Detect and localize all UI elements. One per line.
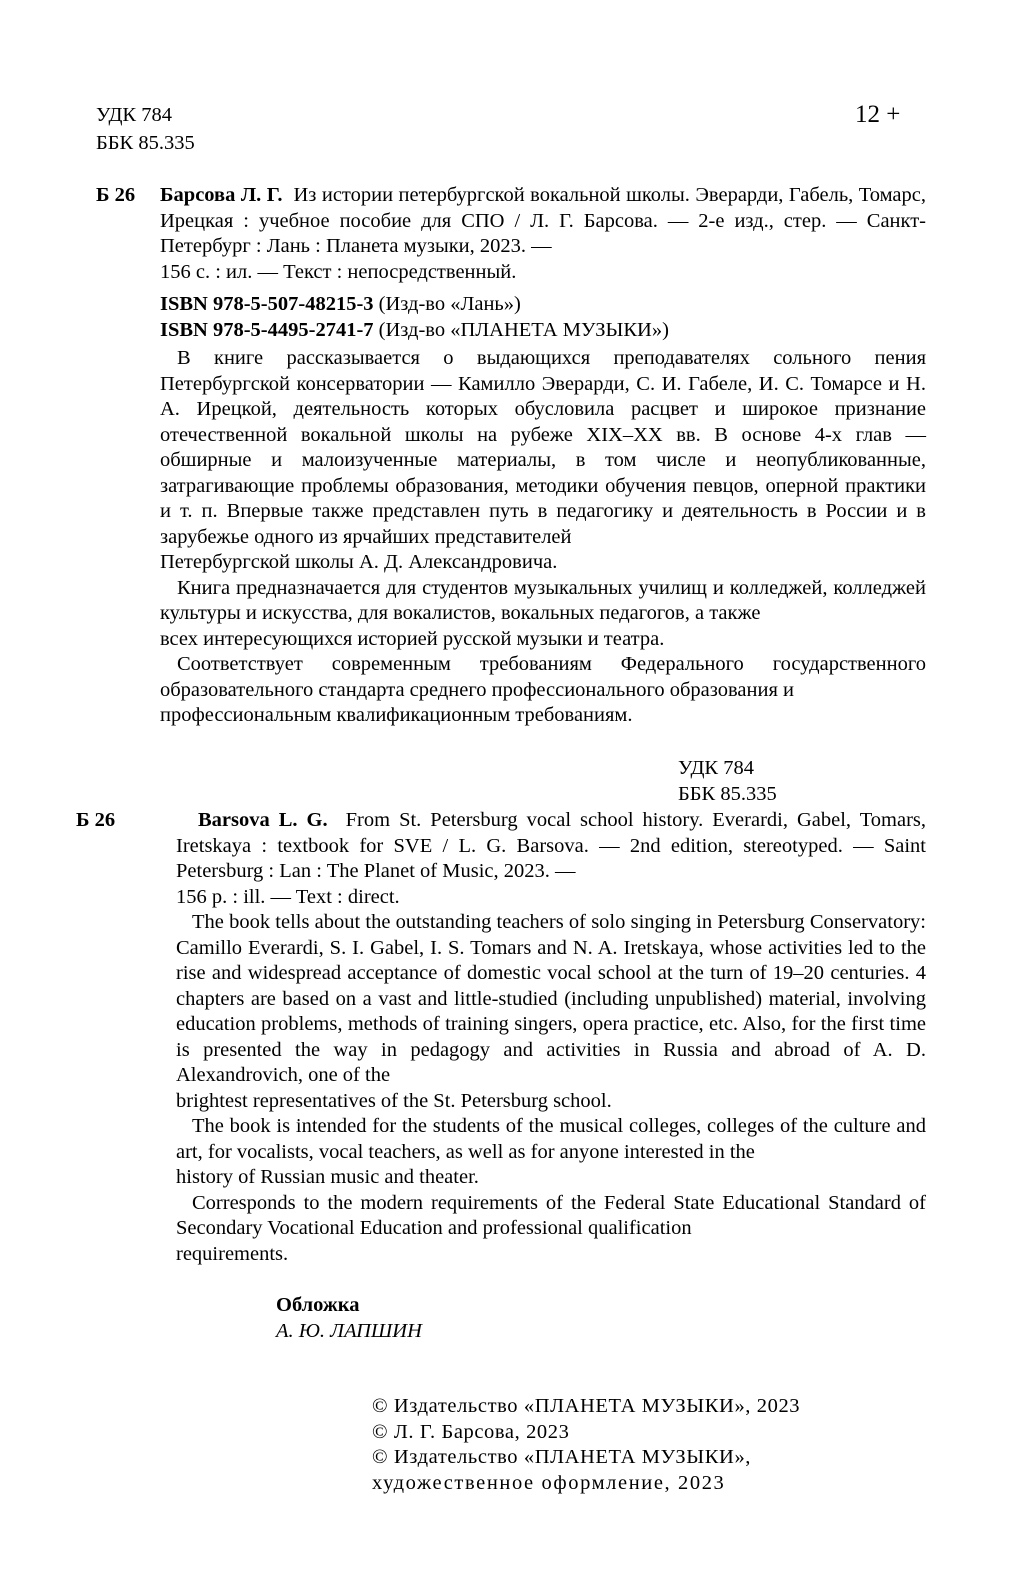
citation-ru bbox=[160, 183, 926, 285]
author-ru: Барсова Л. Г. bbox=[160, 184, 283, 206]
copyright-line-4: художественное оформление, 2023 bbox=[372, 1471, 726, 1494]
citation-text-en: From St. Petersburg vocal school history. Everardi, Gabel, Tomars, Iretskaya : textbook for SVE / L. G. Barsova. — 2nd edition, stereotyped. — Saint Petersburg : Lan : The Planet of Music, 2023. — bbox=[176, 809, 927, 882]
isbn-2 bbox=[160, 318, 669, 344]
isbn-2-publisher: (Изд-во «ПЛАНЕТА МУЗЫКИ») bbox=[378, 319, 669, 341]
citation-text-ru: Из истории петербургской вокальной школы. Эверарди, Габель, Томарс, Ирецкая : учебное пособие для СПО / Л. Г. Барсова. — 2-е изд., стер. — Санкт-Петербург : Лань : Планета музыки, 2023. — bbox=[160, 184, 926, 257]
citation-body-en bbox=[176, 808, 926, 885]
abstract-ru bbox=[160, 346, 926, 729]
copyright-line-1: © Издательство «ПЛАНЕТА МУЗЫКИ», 2023 bbox=[372, 1395, 801, 1417]
abstract-ru-p2-last: всех интересующихся историей русской музыки и театра. bbox=[160, 627, 665, 650]
bbk-code-en: ББК 85.335 bbox=[678, 783, 777, 805]
library-code-ru: Б 26 bbox=[96, 184, 136, 206]
udk-code-ru: УДК 784 bbox=[96, 104, 172, 126]
cover-artist: А. Ю. ЛАПШИН bbox=[276, 1320, 422, 1342]
abstract-ru-p3: Соответствует современным требованиям Федерального государственного образовательного стандарта среднего профессионального образования и bbox=[160, 653, 926, 701]
abstract-en bbox=[176, 910, 926, 1267]
abstract-en-p3-last: requirements. bbox=[176, 1242, 289, 1265]
copyright-line-2: © Л. Г. Барсова, 2023 bbox=[372, 1420, 570, 1443]
age-rating: 12 + bbox=[855, 101, 901, 128]
citation-last-en: 156 p. : ill. — Text : direct. bbox=[176, 885, 400, 908]
isbn-1-number: ISBN 978-5-507-48215-3 bbox=[160, 293, 374, 315]
abstract-en-p2-last: history of Russian music and theater. bbox=[176, 1166, 479, 1188]
library-code-en: Б 26 bbox=[76, 809, 116, 831]
isbn-1 bbox=[160, 292, 521, 318]
abstract-ru-p1: В книге рассказывается о выдающихся преподавателях сольного пения Петербургской консерватории — Камилло Эверарди, С. И. Габеле, И. С. Томарсе и Н. А. Ирецкой, деятельность которых обусловила расцвет и широкое признание отечественной вокальной школы на рубеже XIX–XX вв. В основе 4-х глав — обширные и малоизученные материалы, в том числе и неопубликованные, затрагивающие проблемы образования, методики обучения певцов, оперной практики и т. п. Впервые также представлен путь в педагогику и деятельность в России и в зарубежье одного из ярчайших представителей bbox=[160, 347, 926, 548]
udk-code-en: УДК 784 bbox=[678, 757, 754, 779]
isbn-1-publisher: (Изд-во «Лань») bbox=[378, 293, 521, 315]
citation-en bbox=[176, 808, 926, 910]
copyright-line-3: © Издательство «ПЛАНЕТА МУЗЫКИ», bbox=[372, 1446, 752, 1468]
abstract-ru-p1-last: Петербургской школы А. Д. Александровича. bbox=[160, 551, 558, 573]
bbk-code-ru: ББК 85.335 bbox=[96, 132, 195, 154]
abstract-ru-p3-last: профессиональным квалификационным требованиям. bbox=[160, 704, 633, 726]
copyright-block bbox=[372, 1394, 800, 1496]
abstract-en-p3: Corresponds to the modern requirements of the Federal State Educational Standard of Secondary Vocational Education and professional qualification bbox=[176, 1191, 926, 1239]
abstract-en-p1-last: brightest representatives of the St. Petersburg school. bbox=[176, 1089, 612, 1112]
abstract-ru-p2: Книга предназначается для студентов музыкальных училищ и колледжей, колледжей культуры и искусства, для вокалистов, вокальных педагогов, а также bbox=[160, 576, 926, 624]
abstract-en-p1: The book tells about the outstanding teachers of solo singing in Petersburg Conservatory: Camillo Everardi, S. I. Gabel, I. S. Tomars and N. A. Iretskaya, whose activities led to the rise and widespread acceptance of domestic vocal school at the turn of 19–20 centuries. 4 chapters are based on a vast and little-studied (including unpublished) material, involving education problems, methods of training singers, opera practice, etc. Also, for the first time is presented the way in pedagogy and activities in Russia and abroad of A. D. Alexandrovich, one of the bbox=[176, 911, 926, 1086]
citation-body-ru bbox=[160, 183, 926, 260]
author-en: Barsova L. G. bbox=[198, 809, 328, 831]
abstract-en-p2: The book is intended for the students of the musical colleges, colleges of the culture and art, for vocalists, vocal teachers, as well as for anyone interested in the bbox=[176, 1115, 926, 1163]
citation-last-ru: 156 с. : ил. — Текст : непосредственный. bbox=[160, 260, 517, 283]
cover-label: Обложка bbox=[276, 1294, 360, 1316]
isbn-2-number: ISBN 978-5-4495-2741-7 bbox=[160, 319, 374, 341]
